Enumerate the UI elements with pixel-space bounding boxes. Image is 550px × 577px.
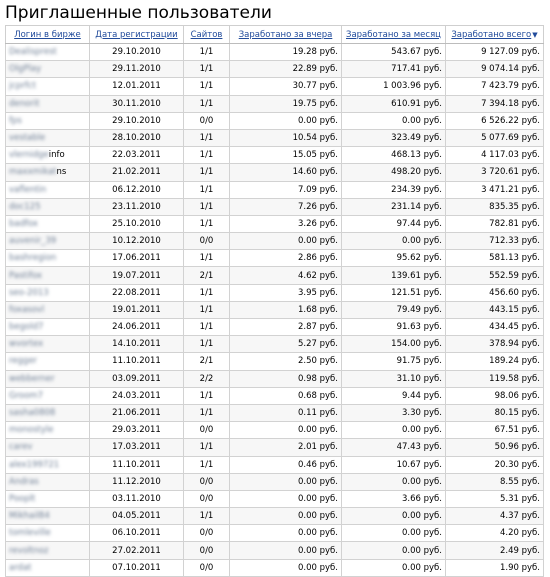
cell-reg-date: 29.10.2010 (90, 44, 184, 61)
cell-login (6, 164, 90, 181)
sort-link-month[interactable]: Заработано за месяц (346, 29, 441, 40)
cell-earned-total: 6 526.22 руб. (446, 112, 544, 129)
cell-login (6, 198, 90, 215)
cell-login (6, 456, 90, 473)
cell-earned-yesterday: 0.00 руб. (230, 542, 342, 559)
cell-earned-yesterday: 19.28 руб. (230, 44, 342, 61)
cell-earned-total: 434.45 руб. (446, 319, 544, 336)
cell-reg-date: 22.03.2011 (90, 147, 184, 164)
user-login: wvortex (9, 339, 44, 350)
cell-earned-month: 139.61 руб. (342, 267, 446, 284)
table-row (6, 490, 544, 507)
cell-earned-yesterday: 4.62 руб. (230, 267, 342, 284)
table-row (6, 439, 544, 456)
cell-earned-month: 0.00 руб. (342, 525, 446, 542)
cell-earned-yesterday: 0.00 руб. (230, 473, 342, 490)
user-login: webberner (9, 373, 55, 384)
cell-login (6, 181, 90, 198)
cell-reg-date: 06.12.2010 (90, 181, 184, 198)
table-row (6, 181, 544, 198)
sort-link-reg-date[interactable]: Дата регистрации (95, 29, 178, 40)
cell-earned-yesterday: 0.46 руб. (230, 456, 342, 473)
cell-earned-month: 0.00 руб. (342, 508, 446, 525)
cell-login (6, 336, 90, 353)
cell-sites: 0/0 (184, 542, 230, 559)
cell-earned-month: 0.00 руб. (342, 542, 446, 559)
user-login: seo-2013 (9, 287, 49, 298)
cell-earned-month: 3.30 руб. (342, 404, 446, 421)
cell-earned-month: 231.14 руб. (342, 198, 446, 215)
cell-login (6, 508, 90, 525)
user-login: regger (9, 356, 38, 367)
table-row (6, 404, 544, 421)
table-row (6, 456, 544, 473)
cell-earned-total: 80.15 руб. (446, 404, 544, 421)
cell-reg-date: 10.12.2010 (90, 233, 184, 250)
cell-reg-date: 04.05.2011 (90, 508, 184, 525)
user-login: Mikhail84 (9, 511, 50, 522)
cell-login (6, 112, 90, 129)
cell-login (6, 301, 90, 318)
cell-sites: 1/1 (184, 284, 230, 301)
cell-earned-total: 4.20 руб. (446, 525, 544, 542)
sort-link-login[interactable]: Логин в бирже (14, 29, 81, 40)
user-login: Andras (9, 476, 39, 487)
column-header-reg-date[interactable] (90, 26, 184, 44)
cell-earned-total: 98.06 руб. (446, 387, 544, 404)
table-row (6, 250, 544, 267)
cell-earned-yesterday: 2.86 руб. (230, 250, 342, 267)
cell-sites: 1/1 (184, 198, 230, 215)
cell-earned-total: 456.60 руб. (446, 284, 544, 301)
cell-reg-date: 17.03.2011 (90, 439, 184, 456)
sort-link-yesterday[interactable]: Заработано за вчера (238, 29, 333, 40)
cell-sites: 2/2 (184, 370, 230, 387)
cell-sites: 1/1 (184, 95, 230, 112)
table-row (6, 542, 544, 559)
cell-earned-month: 10.67 руб. (342, 456, 446, 473)
cell-login (6, 422, 90, 439)
cell-earned-total: 443.15 руб. (446, 301, 544, 318)
cell-earned-total: 189.24 руб. (446, 353, 544, 370)
user-login: ardat (9, 562, 32, 573)
cell-login (6, 473, 90, 490)
table-row (6, 319, 544, 336)
cell-earned-yesterday: 0.11 руб. (230, 404, 342, 421)
cell-login (6, 129, 90, 146)
cell-earned-total: 581.13 руб. (446, 250, 544, 267)
table-row (6, 353, 544, 370)
cell-earned-yesterday: 30.77 руб. (230, 78, 342, 95)
cell-sites: 0/0 (184, 490, 230, 507)
cell-sites: 0/0 (184, 112, 230, 129)
cell-sites: 1/1 (184, 456, 230, 473)
column-header-month[interactable] (342, 26, 446, 44)
cell-earned-month: 0.00 руб. (342, 233, 446, 250)
cell-login (6, 78, 90, 95)
user-login: jcprfct (9, 81, 36, 92)
cell-earned-yesterday: 0.00 руб. (230, 112, 342, 129)
cell-login (6, 353, 90, 370)
user-login: begold7 (9, 322, 44, 333)
cell-sites: 0/0 (184, 559, 230, 576)
sort-link-sites[interactable]: Сайтов (190, 29, 223, 40)
cell-reg-date: 11.10.2011 (90, 353, 184, 370)
table-row (6, 215, 544, 232)
cell-login (6, 267, 90, 284)
table-row (6, 559, 544, 576)
user-login: Pastifox (9, 270, 43, 281)
cell-earned-yesterday: 0.68 руб. (230, 387, 342, 404)
user-login: foxasovl (9, 304, 45, 315)
cell-reg-date: 07.10.2011 (90, 559, 184, 576)
cell-earned-yesterday: 5.27 руб. (230, 336, 342, 353)
cell-earned-yesterday: 15.05 руб. (230, 147, 342, 164)
table-row (6, 78, 544, 95)
cell-earned-yesterday: 0.00 руб. (230, 233, 342, 250)
cell-reg-date: 06.10.2011 (90, 525, 184, 542)
cell-earned-yesterday: 0.98 руб. (230, 370, 342, 387)
cell-sites: 0/0 (184, 525, 230, 542)
table-row (6, 525, 544, 542)
cell-reg-date: 21.06.2011 (90, 404, 184, 421)
user-login: auvenir_39 (9, 236, 57, 247)
cell-earned-total: 4.37 руб. (446, 508, 544, 525)
cell-earned-yesterday: 7.26 руб. (230, 198, 342, 215)
cell-earned-month: 121.51 руб. (342, 284, 446, 301)
cell-reg-date: 29.10.2010 (90, 112, 184, 129)
cell-reg-date: 11.12.2010 (90, 473, 184, 490)
cell-sites: 2/1 (184, 267, 230, 284)
cell-earned-total: 7 423.79 руб. (446, 78, 544, 95)
cell-earned-month: 91.63 руб. (342, 319, 446, 336)
user-login: sasha0808 (9, 408, 56, 419)
cell-earned-yesterday: 2.01 руб. (230, 439, 342, 456)
cell-sites: 2/1 (184, 353, 230, 370)
cell-sites: 1/1 (184, 78, 230, 95)
table-row (6, 267, 544, 284)
cell-earned-total: 50.96 руб. (446, 439, 544, 456)
cell-sites: 1/1 (184, 129, 230, 146)
user-login: Pooplt (9, 493, 36, 504)
table-row (6, 198, 544, 215)
cell-sites: 1/1 (184, 215, 230, 232)
column-header-yesterday[interactable] (230, 26, 342, 44)
cell-earned-yesterday: 3.95 руб. (230, 284, 342, 301)
table-row (6, 233, 544, 250)
cell-sites: 0/0 (184, 422, 230, 439)
cell-login (6, 215, 90, 232)
user-login: OlgPlay (9, 64, 42, 75)
table-row (6, 95, 544, 112)
cell-earned-month: 97.44 руб. (342, 215, 446, 232)
arrow-down-icon: ▼ (532, 30, 538, 39)
cell-earned-yesterday: 0.00 руб. (230, 559, 342, 576)
cell-sites: 0/0 (184, 473, 230, 490)
cell-earned-total: 67.51 руб. (446, 422, 544, 439)
cell-earned-yesterday: 0.00 руб. (230, 422, 342, 439)
column-header-total[interactable] (446, 26, 544, 44)
user-login: tomleville (9, 528, 51, 539)
cell-login (6, 44, 90, 61)
cell-sites: 1/1 (184, 387, 230, 404)
cell-earned-yesterday: 19.75 руб. (230, 95, 342, 112)
cell-sites: 1/1 (184, 164, 230, 181)
user-login: maxxmikat (9, 167, 57, 178)
cell-sites: 1/1 (184, 147, 230, 164)
cell-earned-total: 9 127.09 руб. (446, 44, 544, 61)
cell-earned-total: 119.58 руб. (446, 370, 544, 387)
cell-earned-total: 9 074.14 руб. (446, 61, 544, 78)
cell-reg-date: 24.03.2011 (90, 387, 184, 404)
user-login: alex199721 (9, 459, 60, 470)
user-login: monostyle (9, 425, 54, 436)
cell-reg-date: 23.11.2010 (90, 198, 184, 215)
cell-sites: 1/1 (184, 61, 230, 78)
invited-users-table (5, 25, 544, 577)
cell-reg-date: 12.01.2011 (90, 78, 184, 95)
cell-earned-month: 234.39 руб. (342, 181, 446, 198)
user-login: Dealisprest (9, 47, 57, 58)
cell-earned-month: 91.75 руб. (342, 353, 446, 370)
table-row (6, 422, 544, 439)
cell-sites: 1/1 (184, 44, 230, 61)
cell-reg-date: 24.06.2011 (90, 319, 184, 336)
cell-login (6, 233, 90, 250)
cell-sites: 1/1 (184, 250, 230, 267)
user-login: vlernidge (9, 150, 49, 161)
cell-earned-month: 610.91 руб. (342, 95, 446, 112)
cell-earned-month: 543.67 руб. (342, 44, 446, 61)
cell-earned-month: 31.10 руб. (342, 370, 446, 387)
cell-reg-date: 11.10.2011 (90, 456, 184, 473)
table-row (6, 129, 544, 146)
cell-login (6, 439, 90, 456)
cell-earned-yesterday: 2.87 руб. (230, 319, 342, 336)
cell-sites: 1/1 (184, 181, 230, 198)
cell-earned-month: 498.20 руб. (342, 164, 446, 181)
user-login: fps (9, 115, 22, 126)
cell-reg-date: 29.03.2011 (90, 422, 184, 439)
cell-login (6, 404, 90, 421)
table-header-row (6, 26, 544, 44)
cell-earned-total: 7 394.18 руб. (446, 95, 544, 112)
user-login: vaflentin (9, 184, 47, 195)
cell-reg-date: 21.02.2011 (90, 164, 184, 181)
cell-login (6, 559, 90, 576)
cell-earned-month: 95.62 руб. (342, 250, 446, 267)
cell-login (6, 525, 90, 542)
cell-sites: 1/1 (184, 404, 230, 421)
user-login: badfox (9, 218, 38, 229)
cell-earned-total: 5 077.69 руб. (446, 129, 544, 146)
user-login: denorit (9, 98, 40, 109)
cell-reg-date: 25.10.2010 (90, 215, 184, 232)
table-row (6, 473, 544, 490)
user-login-tail: ns (56, 167, 67, 178)
cell-earned-yesterday: 0.00 руб. (230, 525, 342, 542)
cell-earned-total: 20.30 руб. (446, 456, 544, 473)
cell-sites: 1/1 (184, 508, 230, 525)
page-title: Приглашенные пользователи (5, 3, 272, 23)
cell-login (6, 284, 90, 301)
cell-login (6, 542, 90, 559)
cell-earned-total: 5.31 руб. (446, 490, 544, 507)
cell-reg-date: 28.10.2010 (90, 129, 184, 146)
table-row (6, 112, 544, 129)
cell-earned-month: 0.00 руб. (342, 112, 446, 129)
cell-reg-date: 17.06.2011 (90, 250, 184, 267)
table-row (6, 508, 544, 525)
cell-earned-total: 712.33 руб. (446, 233, 544, 250)
cell-login (6, 250, 90, 267)
cell-earned-month: 0.00 руб. (342, 422, 446, 439)
cell-reg-date: 03.11.2010 (90, 490, 184, 507)
cell-earned-month: 9.44 руб. (342, 387, 446, 404)
cell-earned-month: 47.43 руб. (342, 439, 446, 456)
cell-reg-date: 19.01.2011 (90, 301, 184, 318)
cell-earned-yesterday: 22.89 руб. (230, 61, 342, 78)
cell-earned-month: 79.49 руб. (342, 301, 446, 318)
cell-earned-month: 1 003.96 руб. (342, 78, 446, 95)
cell-login (6, 387, 90, 404)
cell-earned-month: 323.49 руб. (342, 129, 446, 146)
cell-earned-total: 8.55 руб. (446, 473, 544, 490)
column-header-login[interactable] (6, 26, 90, 44)
column-header-sites[interactable] (184, 26, 230, 44)
cell-earned-yesterday: 0.00 руб. (230, 490, 342, 507)
table-row (6, 301, 544, 318)
table-row (6, 44, 544, 61)
user-login: vestable (9, 133, 46, 144)
cell-earned-month: 0.00 руб. (342, 559, 446, 576)
table-row (6, 284, 544, 301)
cell-earned-yesterday: 14.60 руб. (230, 164, 342, 181)
cell-earned-month: 3.66 руб. (342, 490, 446, 507)
cell-earned-yesterday: 2.50 руб. (230, 353, 342, 370)
cell-earned-total: 1.90 руб. (446, 559, 544, 576)
table-row (6, 370, 544, 387)
cell-earned-total: 2.49 руб. (446, 542, 544, 559)
cell-earned-month: 468.13 руб. (342, 147, 446, 164)
cell-earned-total: 3 720.61 руб. (446, 164, 544, 181)
cell-reg-date: 14.10.2011 (90, 336, 184, 353)
user-login-tail: info (48, 150, 65, 161)
cell-earned-month: 0.00 руб. (342, 473, 446, 490)
table-row (6, 387, 544, 404)
cell-reg-date: 19.07.2011 (90, 267, 184, 284)
cell-login (6, 490, 90, 507)
user-login: doc125 (9, 201, 41, 212)
cell-login (6, 370, 90, 387)
user-login: Groom7 (9, 390, 43, 401)
cell-reg-date: 22.08.2011 (90, 284, 184, 301)
cell-login (6, 147, 90, 164)
table-row (6, 61, 544, 78)
cell-earned-total: 835.35 руб. (446, 198, 544, 215)
cell-earned-yesterday: 7.09 руб. (230, 181, 342, 198)
cell-earned-month: 717.41 руб. (342, 61, 446, 78)
user-login: bashregion (9, 253, 57, 264)
table-row (6, 147, 544, 164)
cell-earned-total: 782.81 руб. (446, 215, 544, 232)
table-row (6, 164, 544, 181)
cell-login (6, 319, 90, 336)
cell-sites: 1/1 (184, 319, 230, 336)
cell-sites: 0/0 (184, 233, 230, 250)
cell-earned-yesterday: 0.00 руб. (230, 508, 342, 525)
cell-earned-yesterday: 3.26 руб. (230, 215, 342, 232)
cell-login (6, 61, 90, 78)
user-login: carev (9, 442, 33, 453)
cell-sites: 1/1 (184, 301, 230, 318)
cell-earned-total: 552.59 руб. (446, 267, 544, 284)
cell-earned-yesterday: 1.68 руб. (230, 301, 342, 318)
cell-earned-yesterday: 10.54 руб. (230, 129, 342, 146)
cell-reg-date: 29.11.2010 (90, 61, 184, 78)
cell-reg-date: 03.09.2011 (90, 370, 184, 387)
cell-reg-date: 30.11.2010 (90, 95, 184, 112)
cell-earned-total: 4 117.03 руб. (446, 147, 544, 164)
cell-login (6, 95, 90, 112)
table-body (6, 44, 544, 577)
sort-link-total[interactable]: Заработано всего (451, 29, 532, 40)
cell-sites: 1/1 (184, 439, 230, 456)
cell-earned-total: 378.94 руб. (446, 336, 544, 353)
cell-reg-date: 27.02.2011 (90, 542, 184, 559)
cell-earned-month: 154.00 руб. (342, 336, 446, 353)
cell-sites: 1/1 (184, 336, 230, 353)
table-row (6, 336, 544, 353)
cell-earned-total: 3 471.21 руб. (446, 181, 544, 198)
user-login: revoltnoz (9, 545, 49, 556)
